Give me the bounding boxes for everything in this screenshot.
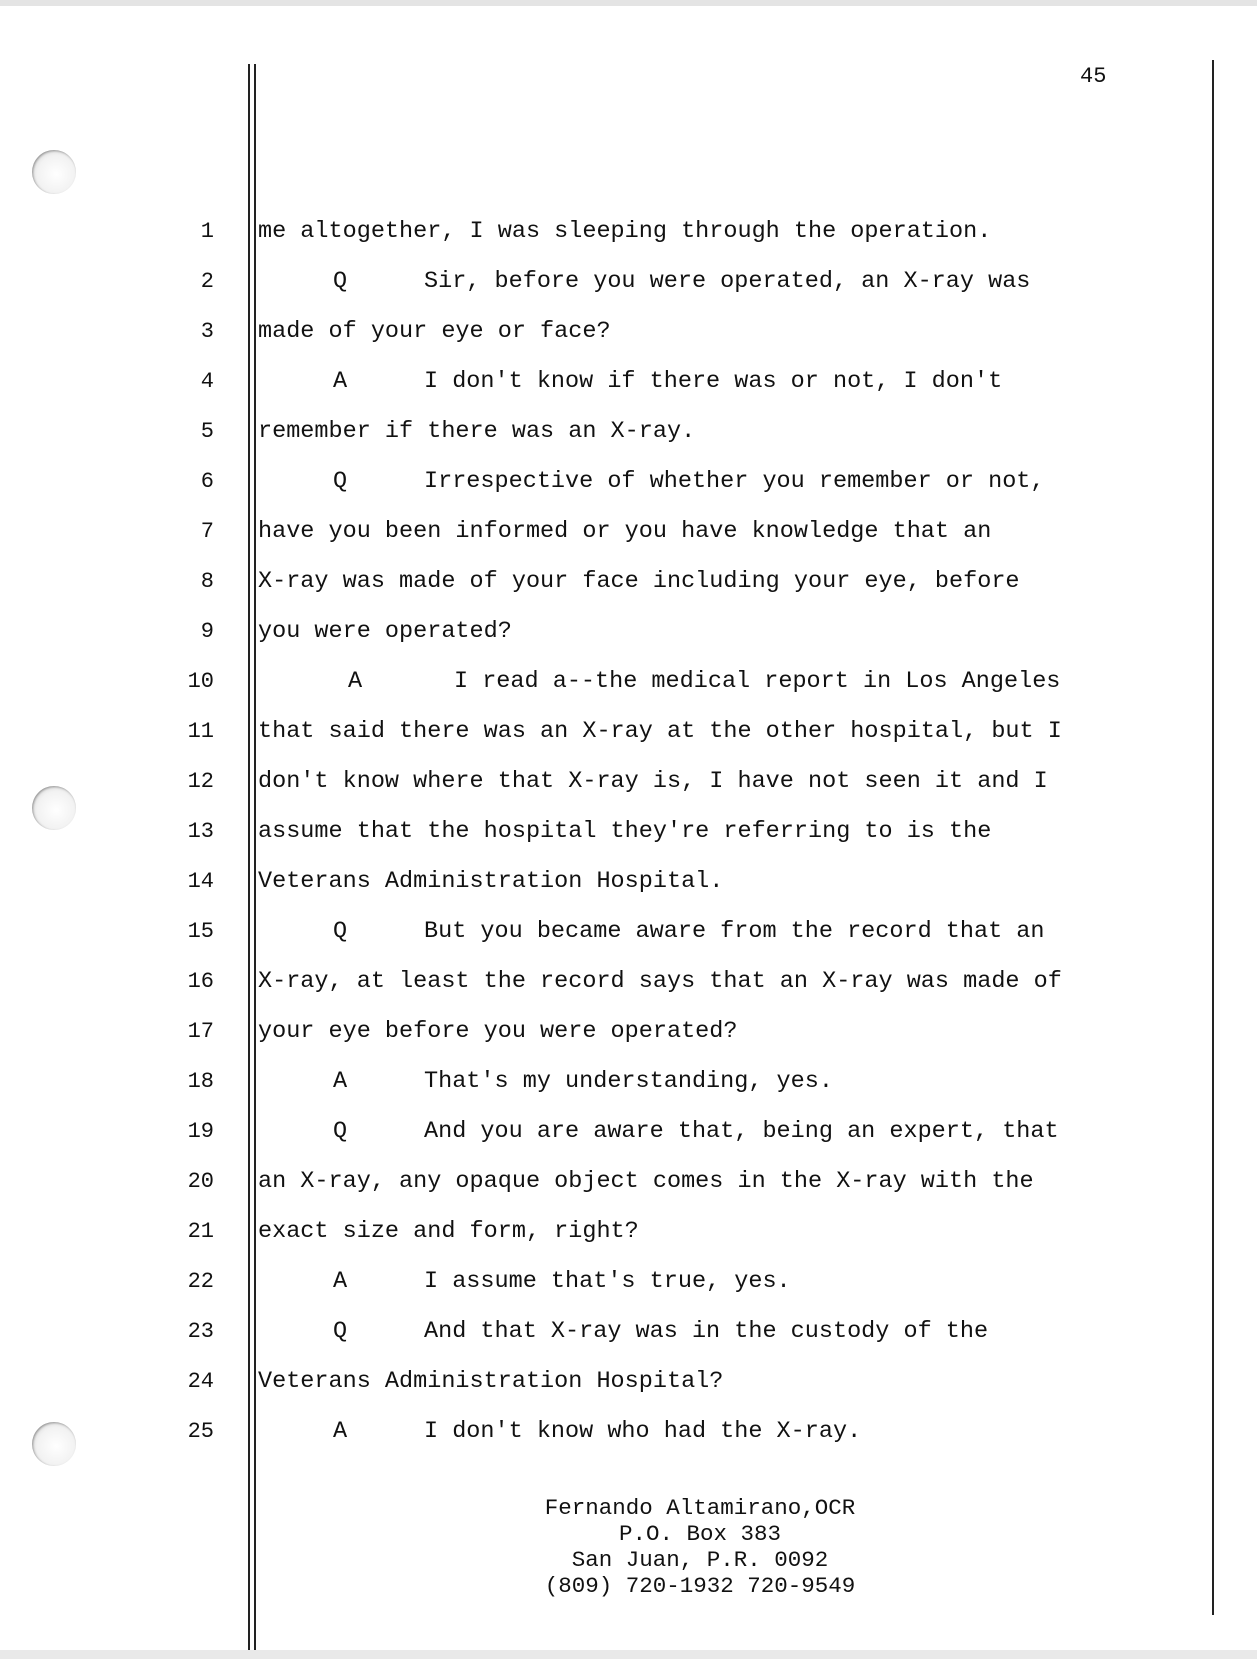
line-number: 17 <box>187 1019 214 1044</box>
transcript-line: exact size and form, right? <box>258 1218 639 1245</box>
transcript-line: X-ray was made of your face including your eye, before <box>258 568 1020 595</box>
speaker-label: A <box>333 1268 348 1295</box>
transcript-line: I assume that's true, yes. <box>424 1268 791 1295</box>
line-number: 12 <box>187 769 214 794</box>
speaker-label: A <box>333 1418 348 1445</box>
speaker-label: A <box>348 668 363 695</box>
speaker-label: Q <box>333 1318 348 1345</box>
line-number: 24 <box>187 1369 214 1394</box>
scan-top-edge <box>0 0 1257 6</box>
transcript-line: that said there was an X-ray at the other hospital, but I <box>258 718 1062 745</box>
line-number: 19 <box>187 1119 214 1144</box>
transcript-line: don't know where that X-ray is, I have not seen it and I <box>258 768 1048 795</box>
speaker-label: Q <box>333 918 348 945</box>
line-number: 14 <box>187 869 214 894</box>
transcript-line: you were operated? <box>258 618 512 645</box>
line-number: 3 <box>200 319 214 344</box>
transcript-line: That's my understanding, yes. <box>424 1068 833 1095</box>
line-number: 21 <box>187 1219 214 1244</box>
line-number: 5 <box>200 419 214 444</box>
transcript-line: me altogether, I was sleeping through the operation. <box>258 218 992 245</box>
line-number: 18 <box>187 1069 214 1094</box>
binder-hole <box>32 786 76 830</box>
line-number: 8 <box>200 569 214 594</box>
line-number: 16 <box>187 969 214 994</box>
line-number: 13 <box>187 819 214 844</box>
line-number: 25 <box>187 1419 214 1444</box>
speaker-label: Q <box>333 268 348 295</box>
binder-hole <box>32 150 76 194</box>
transcript-line: I read a--the medical report in Los Angeles <box>454 668 1061 695</box>
line-number: 10 <box>187 669 214 694</box>
reporter-name: Fernando Altamirano,OCR <box>544 1495 856 1521</box>
transcript-line: Sir, before you were operated, an X-ray was <box>424 268 1031 295</box>
page-number: 45 <box>1080 64 1107 89</box>
reporter-address-line-1: P.O. Box 383 <box>618 1521 782 1547</box>
line-number: 6 <box>200 469 214 494</box>
transcript-line: And that X-ray was in the custody of the <box>424 1318 989 1345</box>
transcript-line: your eye before you were operated? <box>258 1018 738 1045</box>
line-number: 2 <box>200 269 214 294</box>
speaker-label: A <box>333 1068 348 1095</box>
line-number: 7 <box>200 519 214 544</box>
transcript-line: made of your eye or face? <box>258 318 611 345</box>
speaker-label: Q <box>333 1118 348 1145</box>
transcript-line: I don't know who had the X-ray. <box>424 1418 862 1445</box>
line-number: 11 <box>187 719 214 744</box>
binder-hole <box>32 1422 76 1466</box>
line-number: 23 <box>187 1319 214 1344</box>
transcript-line: But you became aware from the record that an <box>424 918 1045 945</box>
transcript-line: Veterans Administration Hospital. <box>258 868 724 895</box>
transcript-line: assume that the hospital they're referring to is the <box>258 818 992 845</box>
transcript-line: X-ray, at least the record says that an X-ray was made of <box>258 968 1062 995</box>
line-number: 22 <box>187 1269 214 1294</box>
transcript-line: Irrespective of whether you remember or not, <box>424 468 1045 495</box>
reporter-footer <box>450 1495 950 1599</box>
transcript-line: have you been informed or you have knowledge that an <box>258 518 992 545</box>
left-margin-rule <box>254 64 256 1650</box>
transcript-line: remember if there was an X-ray. <box>258 418 696 445</box>
speaker-label: Q <box>333 468 348 495</box>
line-number: 15 <box>187 919 214 944</box>
line-number: 20 <box>187 1169 214 1194</box>
left-margin-rule <box>248 64 250 1650</box>
transcript-line: Veterans Administration Hospital? <box>258 1368 724 1395</box>
line-number: 4 <box>200 369 214 394</box>
reporter-phone: (809) 720-1932 720-9549 <box>544 1573 856 1599</box>
speaker-label: A <box>333 368 348 395</box>
transcript-line: an X-ray, any opaque object comes in the X-ray with the <box>258 1168 1034 1195</box>
line-number: 9 <box>200 619 214 644</box>
transcript-line: And you are aware that, being an expert, that <box>424 1118 1059 1145</box>
reporter-address-line-2: San Juan, P.R. 0092 <box>571 1547 829 1573</box>
scan-bottom-edge <box>0 1650 1257 1659</box>
transcript-line: I don't know if there was or not, I don't <box>424 368 1003 395</box>
line-number: 1 <box>200 219 214 244</box>
